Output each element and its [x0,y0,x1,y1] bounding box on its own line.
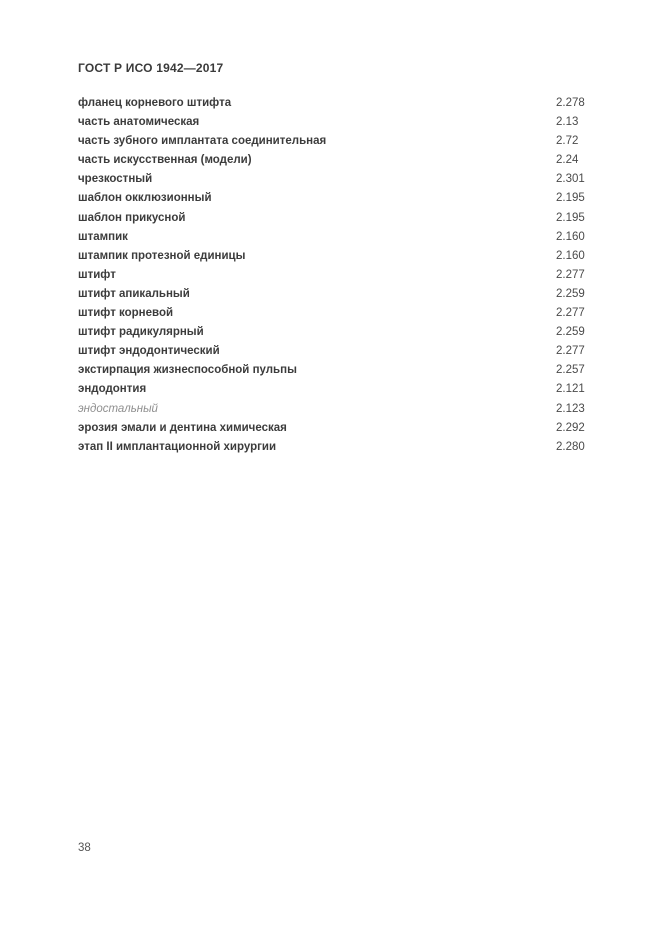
index-ref-number: 2.160 [556,249,585,262]
index-entry-row [78,323,606,342]
index-ref-number: 2.301 [556,173,585,186]
index-entry-row [78,419,606,438]
index-ref-number: 2.278 [556,97,585,109]
index-ref-number: 2.280 [556,440,585,453]
index-term: штифт радикулярный [78,326,204,339]
index-ref-number: 2.195 [556,211,585,224]
index-term: шаблон окклюзионный [78,192,212,205]
index-entry-row [78,304,606,323]
index-entry-row [78,438,606,457]
index-term: часть искусственная (модели) [78,154,252,167]
index-ref-number: 2.121 [556,383,585,396]
index-entry-row [78,380,606,399]
index-term: эндодонтия [78,383,147,396]
index-ref-number: 2.277 [556,268,585,281]
index-term: эндостальный [78,402,158,415]
index-entry-row [78,151,606,170]
index-ref-number: 2.277 [556,307,585,320]
index-term: часть анатомическая [78,116,200,129]
index-term: штифт корневой [78,307,174,320]
index-ref-number: 2.24 [556,154,579,167]
page-number: 38 [78,842,91,854]
index-entry-row [78,170,606,189]
index-entry-row [78,94,606,113]
index-entry-row [78,342,606,361]
index-term: экстирпация жизнеспособной пульпы [78,364,297,377]
index-term: эрозия эмали и дентина химическая [78,421,287,434]
index-term: штифт [78,268,116,281]
index-term: штампик протезной единицы [78,249,246,262]
index-ref-number: 2.160 [556,230,585,243]
index-entry-row [78,189,606,208]
index-term: чрезкостный [78,173,153,186]
index-ref-number: 2.72 [556,135,579,148]
index-ref-number: 2.13 [556,116,579,129]
index-ref-number: 2.259 [556,326,585,339]
index-term: часть зубного имплантата соединительная [78,135,327,148]
index-entry-row [78,113,606,132]
index-entry-row [78,132,606,151]
index-ref-number: 2.257 [556,364,585,377]
index-term: штифт эндодонтический [78,345,220,358]
index-ref-number: 2.195 [556,192,585,205]
index-entry-row [78,400,606,419]
index-ref-number: 2.123 [556,402,585,415]
index-entry-row [78,285,606,304]
index-entry-row [78,266,606,285]
document-header-title: ГОСТ Р ИСО 1942—2017 [78,61,224,75]
index-entry-row [78,247,606,266]
index-term: этап II имплантационной хирургии [78,440,277,453]
index-term: штампик [78,230,128,243]
alphabetical-index-list [78,94,606,457]
index-term: фланец корневого штифта [78,97,232,109]
index-entry-row [78,361,606,380]
index-entry-row [78,209,606,228]
index-entry-row [78,228,606,247]
index-term: штифт апикальный [78,287,190,300]
index-ref-number: 2.292 [556,421,585,434]
index-ref-number: 2.259 [556,287,585,300]
index-term: шаблон прикусной [78,211,186,224]
index-ref-number: 2.277 [556,345,585,358]
